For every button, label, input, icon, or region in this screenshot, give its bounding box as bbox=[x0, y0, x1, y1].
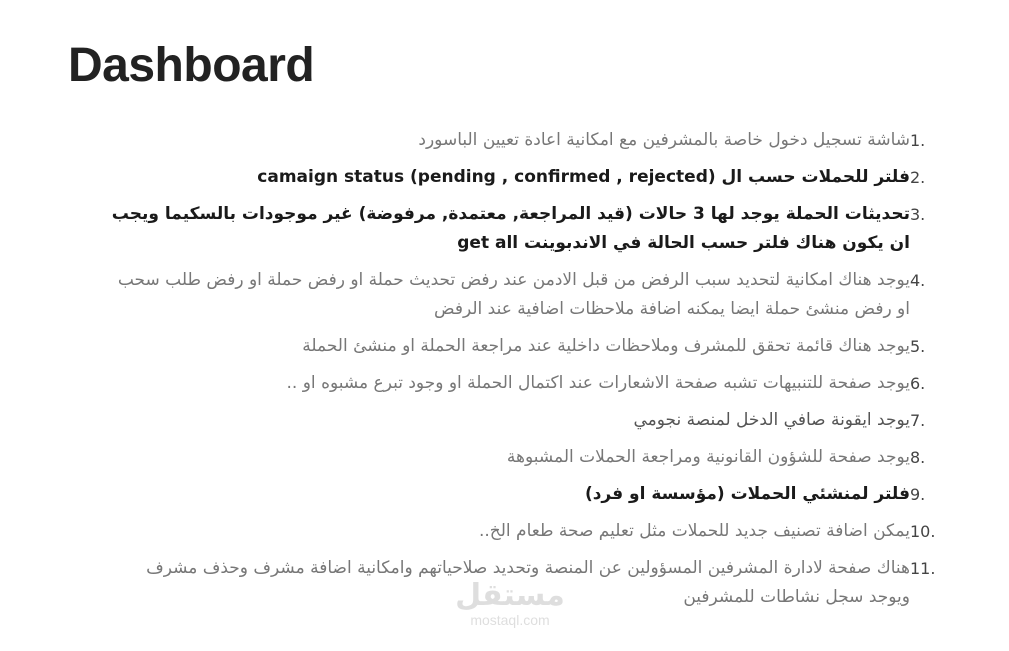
list-item-number: 2. bbox=[910, 168, 926, 187]
list-item bbox=[100, 517, 950, 546]
list-item-text: يمكن اضافة تصنيف جديد للحملات مثل تعليم صحة طعام الخ.. bbox=[478, 521, 910, 541]
requirements-list bbox=[100, 126, 950, 620]
list-item bbox=[100, 266, 950, 324]
list-item-number: 10. bbox=[910, 522, 936, 541]
list-item-text: يوجد صفحة للشؤون القانونية ومراجعة الحملات المشبوهة bbox=[506, 447, 910, 467]
list-item-number: 9. bbox=[910, 485, 926, 504]
list-item bbox=[100, 126, 950, 155]
watermark-domain: mostaql.com bbox=[470, 612, 550, 628]
list-item bbox=[100, 332, 950, 361]
list-item bbox=[100, 163, 950, 192]
list-item-number: 4. bbox=[910, 271, 926, 290]
list-item-text: فلتر لمنشئي الحملات (مؤسسة او فرد) bbox=[584, 484, 910, 504]
list-item bbox=[100, 200, 950, 258]
list-item-number: 5. bbox=[910, 337, 926, 356]
list-item-number: 7. bbox=[910, 411, 926, 430]
list-item-text: يوجد هناك امكانية لتحديد سبب الرفض من قبل الادمن عند رفض تحديث حملة او رفض حملة او رفض طلب سحب او رفض منشئ حملة ايضا يمكنه اضافة ملاحظات اضافية عند الرفض bbox=[117, 270, 910, 319]
watermark-logo: مستقل bbox=[455, 578, 565, 613]
list-item-text: يوجد ايقونة صافي الدخل لمنصة نجومي bbox=[633, 410, 910, 430]
list-item bbox=[100, 369, 950, 398]
list-item-text: يوجد صفحة للتنبيهات تشبه صفحة الاشعارات عند اكتمال الحملة او وجود تبرع مشبوه او .. bbox=[286, 373, 910, 393]
list-item-number: 1. bbox=[910, 131, 926, 150]
page-title: Dashboard bbox=[68, 39, 315, 92]
list-item bbox=[100, 406, 950, 435]
list-item-text: هناك صفحة لادارة المشرفين المسؤولين عن المنصة وتحديد صلاحياتهم وامكانية اضافة مشرف وحذف مشرف ويوجد سجل نشاطات للمشرفين bbox=[146, 558, 910, 607]
list-item-text: تحديثات الحملة يوجد لها 3 حالات (قيد المراجعة, معتمدة, مرفوضة) غير موجودات بالسكيما ويجب ان يكون هناك فلتر حسب الحالة في الاندبوينت get all bbox=[111, 204, 910, 253]
list-item-number: 8. bbox=[910, 448, 926, 467]
list-item-number: 11. bbox=[910, 559, 936, 578]
list-item-text: يوجد هناك قائمة تحقق للمشرف وملاحظات داخلية عند مراجعة الحملة او منشئ الحملة bbox=[302, 336, 910, 356]
list-item-number: 3. bbox=[910, 205, 926, 224]
list-item bbox=[100, 554, 950, 612]
list-item-text: شاشة تسجيل دخول خاصة بالمشرفين مع امكانية اعادة تعيين الباسورد bbox=[418, 130, 910, 150]
list-item bbox=[100, 480, 950, 509]
list-item bbox=[100, 443, 950, 472]
list-item-number: 6. bbox=[910, 374, 926, 393]
list-item-text: فلتر للحملات حسب ال camaign status (pending , confirmed , rejected) bbox=[257, 167, 910, 187]
